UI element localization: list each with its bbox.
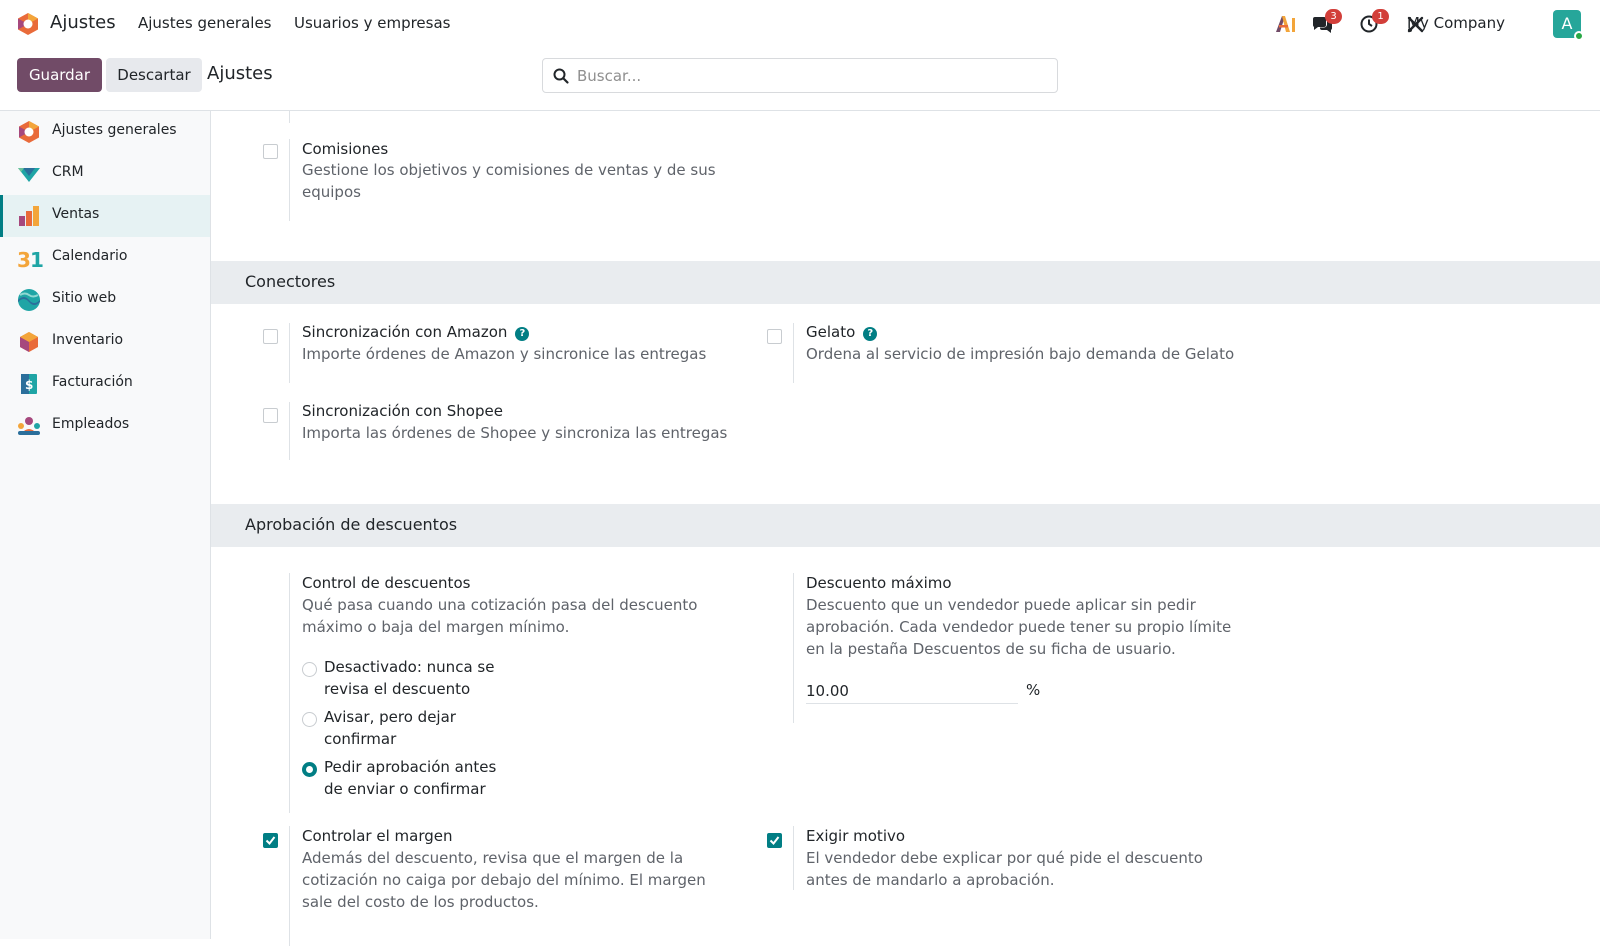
discount-option-warn-radio[interactable] [302,712,317,727]
setting-divider [289,139,290,221]
sidebar-item-label: Sitio web [52,290,117,306]
gelato-title [806,323,877,341]
max-discount-input[interactable] [806,678,1018,704]
discount-option-approval-label-1[interactable]: Pedir aprobación antes [324,758,497,776]
discount-approval-section-header [211,504,1600,547]
commissions-desc-line-1: Gestione los objetivos y comisiones de ventas y de sus [302,161,716,179]
avatar-initial: A [1561,14,1573,33]
svg-text:$: $ [25,378,34,392]
sidebar-item-empleados[interactable] [0,405,210,447]
check-icon [769,835,780,846]
commissions-checkbox[interactable] [263,144,278,159]
connectors-section-header [211,261,1600,304]
sidebar-item-ventas[interactable] [0,195,210,237]
section-title: Aprobación de descuentos [245,515,458,534]
search-box[interactable] [542,58,1058,93]
gelato-title-text: Gelato [806,323,856,341]
crm-app-icon [17,162,41,186]
help-icon[interactable]: ? [863,327,877,341]
sidebar-item-crm[interactable] [0,153,210,195]
activities-button[interactable] [1360,11,1384,37]
website-app-icon [17,288,41,312]
amazon-sync-title-text: Sincronización con Amazon [302,323,508,341]
setting-divider [793,323,794,383]
margin-control-desc-line-3: sale del costo de los productos. [302,893,539,911]
commissions-title: Comisiones [302,140,389,158]
require-reason-title: Exigir motivo [806,827,906,845]
sidebar-item-label: Empleados [52,416,130,432]
max-discount-desc-line-1: Descuento que un vendedor puede aplicar sin pedir [806,596,1196,614]
sidebar-item-sitio-web[interactable] [0,279,210,321]
discount-option-approval-radio[interactable] [302,762,317,777]
svg-text:1: 1 [30,248,44,272]
discount-option-disabled-label-2[interactable]: revisa el descuento [324,680,471,698]
margin-control-checkbox[interactable] [263,833,278,848]
sidebar-item-label: CRM [52,164,84,180]
menu-usuarios-empresas[interactable]: Usuarios y empresas [294,14,451,32]
setting-divider [793,826,794,890]
messages-button[interactable] [1311,11,1337,37]
setting-divider [793,573,794,723]
menu-ajustes-generales[interactable]: Ajustes generales [138,14,272,32]
setting-divider [289,573,290,813]
setting-divider [289,826,290,946]
sidebar-item-label: Ajustes generales [52,122,177,138]
gelato-checkbox[interactable] [767,329,782,344]
margin-control-desc-line-2: cotización no caiga por debajo del mínimo. El margen [302,871,706,889]
search-input[interactable] [577,59,1047,92]
require-reason-desc-line-1: El vendedor debe explicar por qué pide el descuento [806,849,1203,867]
amazon-sync-checkbox[interactable] [263,329,278,344]
max-discount-title: Descuento máximo [806,574,952,592]
employees-app-icon [17,414,41,438]
top-navbar [0,0,1600,47]
help-icon[interactable]: ? [515,327,529,341]
section-title: Conectores [245,272,336,291]
shopee-sync-title: Sincronización con Shopee [302,402,503,420]
sidebar-item-label: Facturación [52,374,133,390]
discount-control-desc-line-2: máximo o baja del margen mínimo. [302,618,570,636]
search-icon [553,68,569,84]
sidebar-item-label: Ventas [52,206,100,222]
discount-option-disabled-label-1[interactable]: Desactivado: nunca se [324,658,495,676]
discard-button[interactable]: Descartar [106,58,202,92]
settings-app-logo-icon[interactable] [16,12,40,36]
max-discount-desc-line-3: en la pestaña Descuentos de su ficha de usuario. [806,640,1176,658]
messages-badge: 3 [1325,9,1342,24]
company-switcher[interactable]: My Company [1407,14,1505,32]
discount-option-approval-label-2[interactable]: de enviar o confirmar [324,780,486,798]
settings-content [211,111,1600,939]
sidebar-item-ajustes-generales[interactable] [0,111,210,153]
shopee-sync-desc: Importa las órdenes de Shopee y sincroniza las entregas [302,424,728,442]
breadcrumb: Ajustes [207,63,273,84]
discount-control-desc-line-1: Qué pasa cuando una cotización pasa del descuento [302,596,698,614]
gelato-desc: Ordena al servicio de impresión bajo demanda de Gelato [806,345,1235,363]
sidebar-item-calendario[interactable] [0,237,210,279]
settings-app-icon [17,120,41,144]
discount-control-title: Control de descuentos [302,574,471,592]
sidebar-item-label: Inventario [52,332,124,348]
invoicing-app-icon [17,372,41,396]
setting-divider [289,323,290,383]
percent-unit: % [1026,681,1041,699]
shopee-sync-checkbox[interactable] [263,408,278,423]
setting-divider [289,402,290,460]
sidebar-item-inventario[interactable] [0,321,210,363]
margin-control-title: Controlar el margen [302,827,453,845]
sidebar-item-label: Calendario [52,248,128,264]
amazon-sync-title [302,323,529,341]
require-reason-desc-line-2: antes de mandarlo a aprobación. [806,871,1055,889]
calendar-app-icon [17,246,44,272]
ai-icon[interactable] [1275,15,1297,33]
svg-text:3: 3 [17,248,31,272]
check-icon [265,835,276,846]
online-status-dot [1574,31,1584,41]
max-discount-desc-line-2: aprobación. Cada vendedor puede tener su propio límite [806,618,1232,636]
commissions-desc-line-2: equipos [302,183,361,201]
user-avatar[interactable] [1553,10,1581,38]
save-button[interactable]: Guardar [17,58,102,92]
discount-option-disabled-radio[interactable] [302,662,317,677]
require-reason-checkbox[interactable] [767,833,782,848]
amazon-sync-desc: Importe órdenes de Amazon y sincronice las entregas [302,345,707,363]
margin-control-desc-line-1: Además del descuento, revisa que el margen de la [302,849,684,867]
discount-option-warn-label-2[interactable]: confirmar [324,730,397,748]
activities-badge: 1 [1372,9,1389,24]
inventory-app-icon [17,330,41,354]
setting-divider [289,111,290,123]
app-name[interactable]: Ajustes [50,12,116,33]
sales-app-icon [17,204,41,228]
discount-option-warn-label-1[interactable]: Avisar, pero dejar [324,708,456,726]
sidebar-item-facturacion[interactable] [0,363,210,405]
settings-sidebar [0,111,211,939]
